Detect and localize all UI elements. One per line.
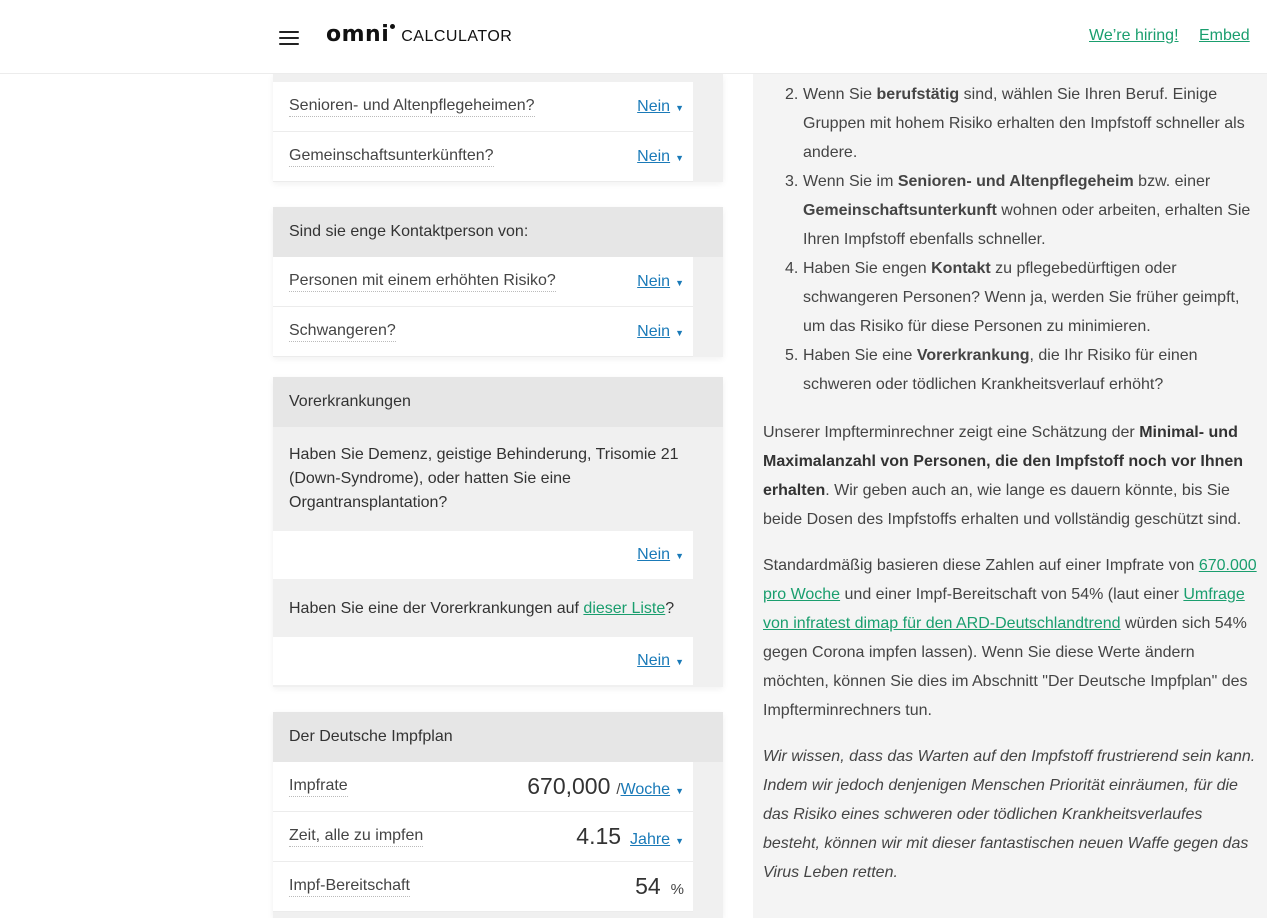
list-item: 3. Wenn Sie im Senioren- und Altenpflegeheim bzw. einer Gemeinschaftsunterkunft wohnen oder arbeiten, erhalten Sie Ihren Impfstoff ebenfalls schneller.	[785, 173, 1251, 248]
survey-link[interactable]: Umfrage von infratest dimap für den ARD-Deutschlandtrend	[763, 586, 1245, 632]
select-senior-homes[interactable]: Nein ▼	[637, 97, 684, 115]
row-answer-dementia	[273, 531, 693, 579]
select-conditions[interactable]: Nein ▼	[637, 652, 684, 669]
row-risk-contact	[273, 257, 693, 307]
logo-dot	[390, 24, 395, 29]
panel-title: Sind sie enge Kontaktperson von:	[273, 207, 723, 257]
percent-unit: %	[670, 881, 684, 898]
hiring-link[interactable]: We’re hiring!	[1089, 27, 1179, 44]
row-willingness	[273, 862, 693, 912]
conditions-list-link[interactable]: dieser Liste	[583, 600, 666, 617]
time-input[interactable]: 4.15	[576, 823, 622, 849]
row-label: Schwangeren?	[289, 321, 396, 342]
row-answer-conditions	[273, 637, 693, 685]
row-label: Senioren- und Altenpflegeheimen?	[289, 96, 535, 117]
panel-title: Vorerkrankungen	[273, 377, 723, 427]
logo-sub: CALCULATOR	[401, 28, 513, 45]
paragraph-estimate: Unserer Impfterminrechner zeigt eine Schätzung der Minimal- und Maximalanzahl von Personen, die den Impfstoff noch vor Ihnen erhalten. Wir geben auch an, wie lange es dauern könnte, bis Sie beide Dosen des Impfstoffs erhalten und vollständig geschützt sind.	[763, 424, 1244, 528]
question-dementia: Haben Sie Demenz, geistige Behinderung, Trisomie 21 (Down-Syndrome), oder hatten Sie eine Organtransplantation?	[289, 446, 679, 511]
select-dementia[interactable]: Nein ▼	[637, 546, 684, 563]
row-label: Zeit, alle zu impfen	[289, 826, 423, 847]
select-pregnant-contact[interactable]: Nein ▼	[637, 322, 684, 340]
row-label: Personen mit einem erhöhten Risiko?	[289, 271, 556, 292]
panel-vaccination-plan	[273, 712, 723, 918]
logo-main: omni	[326, 22, 390, 47]
row-time-to-vaccinate	[273, 812, 693, 862]
panel-living	[273, 74, 723, 182]
select-shared-housing[interactable]: Nein ▼	[637, 147, 684, 165]
panel-title: Der Deutsche Impfplan	[273, 712, 723, 762]
rate-input[interactable]: 670,000	[527, 773, 611, 799]
panel-conditions	[273, 377, 723, 687]
list-item: 4. Haben Sie engen Kontakt zu pflegebedürftigen oder schwangeren Personen? Wenn ja, werden Sie früher geimpft, um das Risiko für diese Personen zu minimieren.	[785, 260, 1240, 335]
willingness-input[interactable]: 54	[635, 873, 661, 899]
list-item: 5. Haben Sie eine Vorerkrankung, die Ihr Risiko für einen schweren oder tödlichen Krankheitsverlauf erhöht?	[785, 347, 1198, 393]
select-rate-unit[interactable]: Woche ▼	[620, 781, 684, 798]
paragraph-closing: Wir wissen, dass das Warten auf den Impfstoff frustrierend sein kann. Indem wir jedoch denjenigen Menschen Priorität einräumen, für die das Risiko eines schweren oder tödlichen Krankheitsverlaufes besteht, können wir mit dieser fantastischen neuen Waffe gegen das Virus Leben retten.	[763, 748, 1256, 881]
select-time-unit[interactable]: Jahre ▼	[630, 831, 684, 848]
site-header	[0, 0, 1267, 74]
hamburger-menu-icon[interactable]	[279, 31, 299, 47]
rate-link[interactable]: 670.000 pro Woche	[763, 557, 1257, 603]
row-senior-homes	[273, 82, 693, 132]
embed-link[interactable]: Embed	[1199, 27, 1250, 44]
omni-logo[interactable]	[326, 22, 512, 47]
paragraph-defaults: Standardmäßig basieren diese Zahlen auf einer Impfrate von 670.000 pro Woche und einer Impf-Bereitschaft von 54% (laut einer Umfrage von infratest dimap für den ARD-Deutschlandtrend würden sich 54% gegen Corona impfen lassen). Wenn Sie diese Werte ändern möchten, können Sie dies im Abschnitt "Der Deutsche Impfplan" des Impfterminrechners tun.	[763, 557, 1257, 719]
list-item: 2. Wenn Sie berufstätig sind, wählen Sie Ihren Beruf. Einige Gruppen mit hohem Risiko erhalten den Impfstoff schneller als andere.	[785, 86, 1245, 161]
steps-list	[763, 80, 1263, 399]
row-label: Gemeinschaftsunterkünften?	[289, 146, 494, 167]
row-shared-housing	[273, 132, 693, 182]
panel-contact	[273, 207, 723, 357]
row-pregnant-contact	[273, 307, 693, 357]
row-vaccination-rate: Impfrate 670,000 / Woche ▼	[273, 762, 693, 812]
question-conditions-list: Haben Sie eine der Vorerkrankungen auf dieser Liste?	[289, 600, 675, 617]
select-risk-contact[interactable]: Nein ▼	[637, 272, 684, 290]
row-label: Impfrate	[289, 776, 348, 797]
row-label: Impf-Bereitschaft	[289, 876, 410, 897]
